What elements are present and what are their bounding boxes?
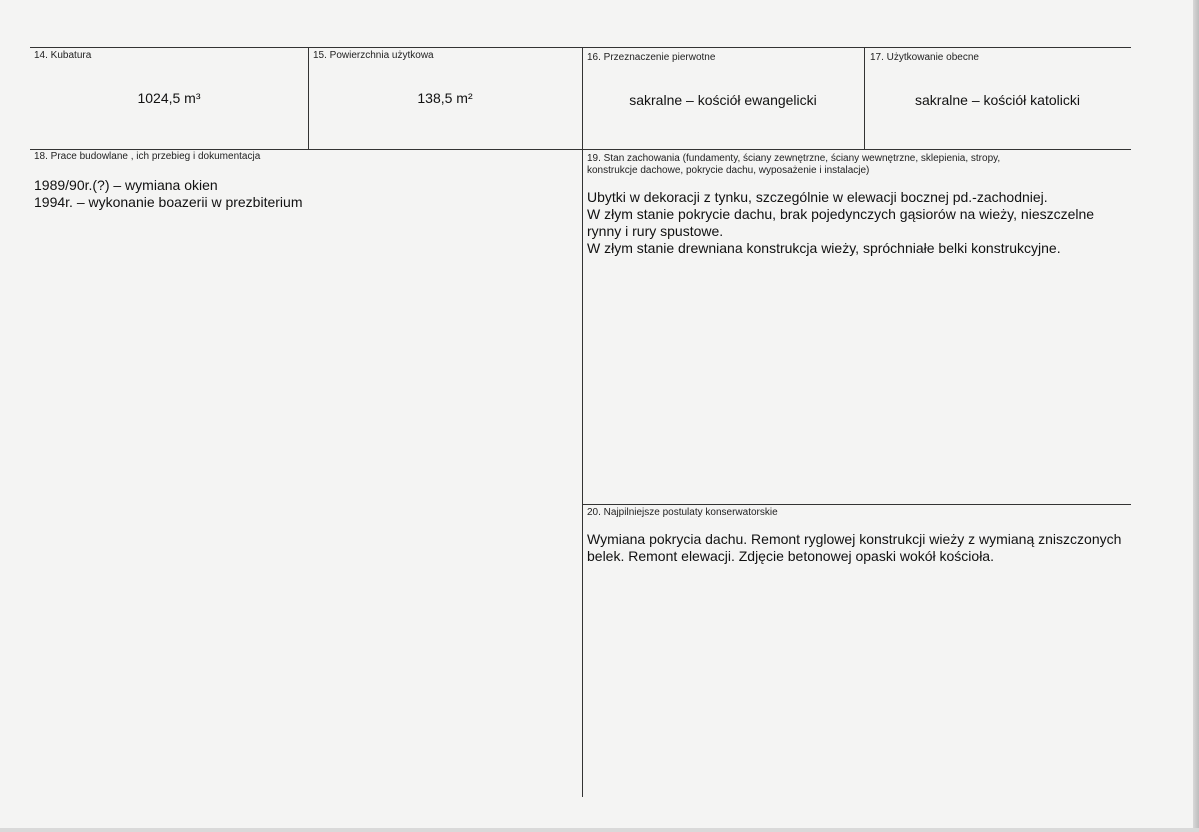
field-19-label-line: 19. Stan zachowania (fundamenty, ściany zewnętrzne, ściany wewnętrzne, sklepienia, stropy,	[587, 153, 1001, 164]
field-19-line: rynny i rury spustowe.	[587, 223, 724, 239]
field-14-value: 1024,5 m³	[137, 90, 201, 106]
top-border-line	[30, 47, 1131, 48]
scan-edge-bottom	[0, 828, 1199, 832]
field-15-value: 138,5 m²	[417, 90, 473, 106]
field-20-label: 20. Najpilniejsze postulaty konserwatorskie	[587, 507, 778, 518]
field-16-value: sakralne – kościół ewangelicki	[629, 92, 817, 108]
section-20-divider-line	[582, 504, 1131, 505]
column-divider-16	[582, 47, 583, 797]
field-15-label: 15. Powierzchnia użytkowa	[313, 50, 434, 61]
field-18-line: 1989/90r.(?) – wymiana okien	[34, 177, 218, 193]
field-20-text	[587, 531, 1147, 565]
scan-edge-right	[1193, 0, 1199, 832]
field-18-line: 1994r. – wykonanie boazerii w prezbiterium	[34, 194, 303, 210]
field-19-label	[587, 153, 1127, 177]
field-20-line: Wymiana pokrycia dachu. Remont ryglowej konstrukcji wieży z wymianą zniszczonych	[587, 531, 1122, 547]
field-17-label: 17. Użytkowanie obecne	[870, 52, 979, 63]
field-18-label: 18. Prace budowlane , ich przebieg i dokumentacja	[34, 151, 261, 162]
row-divider-line	[30, 149, 1131, 150]
field-18-text	[34, 177, 574, 211]
field-19-line: W złym stanie pokrycie dachu, brak pojedynczych gąsiorów na wieży, nieszczelne	[587, 206, 1095, 222]
field-14-label: 14. Kubatura	[34, 50, 92, 61]
field-20-line: belek. Remont elewacji. Zdjęcie betonowej opaski wokół kościoła.	[587, 548, 994, 564]
field-19-text	[587, 189, 1132, 257]
field-19-line: Ubytki w dekoracji z tynku, szczególnie w elewacji bocznej pd.-zachodniej.	[587, 189, 1048, 205]
field-16-label: 16. Przeznaczenie pierwotne	[587, 52, 716, 63]
field-19-label-line: konstrukcje dachowe, pokrycie dachu, wyposażenie i instalacje)	[587, 165, 870, 176]
field-19-line: W złym stanie drewniana konstrukcja wieży, spróchniałe belki konstrukcyjne.	[587, 240, 1061, 256]
field-17-value: sakralne – kościół katolicki	[915, 92, 1080, 108]
